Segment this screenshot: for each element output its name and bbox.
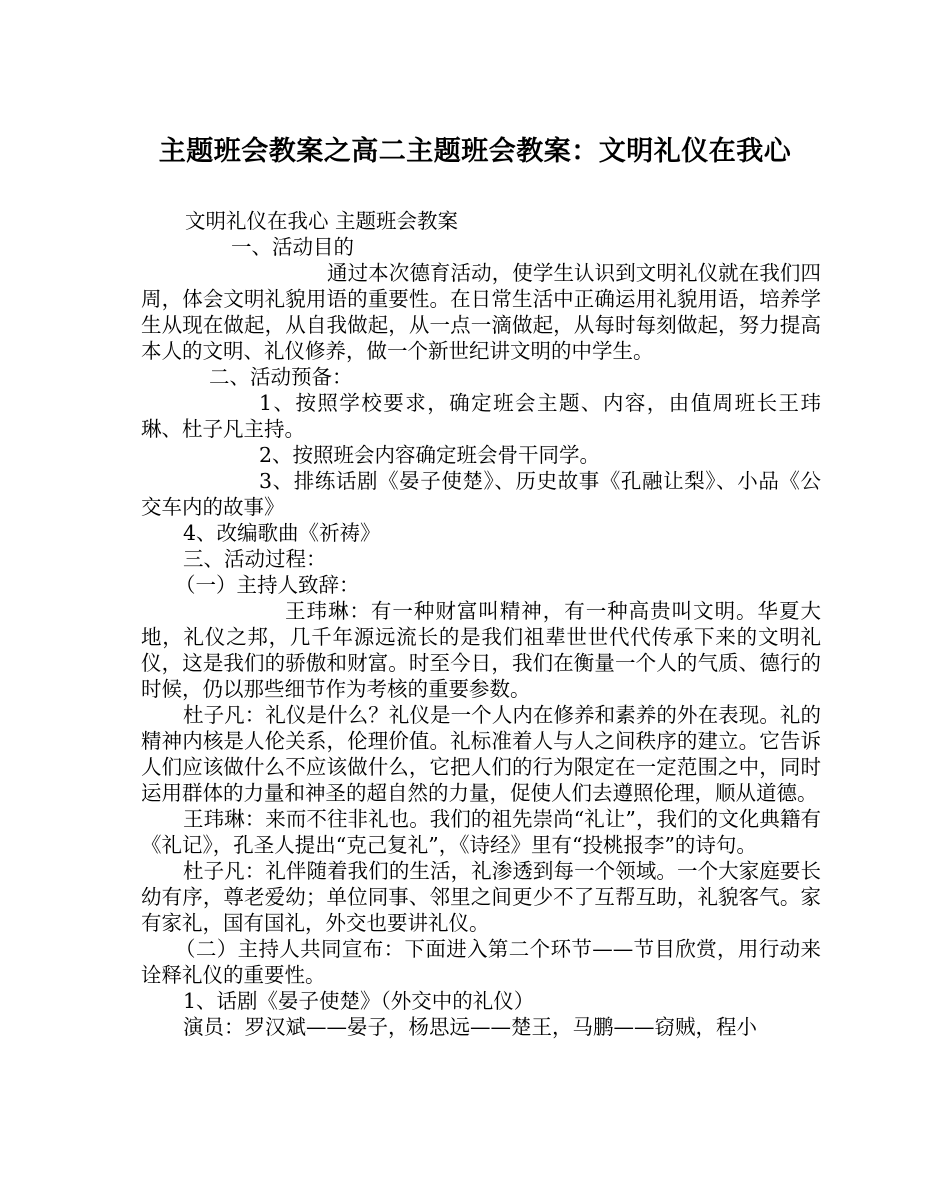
host-speech-paragraph: 杜子凡：礼仪是什么？礼仪是一个人内在修养和素养的外在表现。礼的精神内核是人伦关系，伦理价值。礼标准着人与人之间秩序的建立。它告诉人们应该做什么不应该做什么，它把人们的行为限定在一定范围之中，同时运用群体的力量和神圣的超自然的力量，促使人们去遵照伦理，顺从道德。 <box>141 703 821 805</box>
document-body <box>141 208 821 1040</box>
subsection-heading-announcement: （二）主持人共同宣布：下面进入第二个环节——节目欣赏，用行动来诠释礼仪的重要性。 <box>141 937 821 987</box>
host-speech-paragraph: 王玮琳：有一种财富叫精神，有一种高贵叫文明。华夏大地，礼仪之邦，几千年源远流长的是我们祖辈世世代代传承下来的文明礼仪，这是我们的骄傲和财富。时至今日，我们在衡量一个人的气质、德行的时候，仍以那些细节作为考核的重要参数。 <box>141 599 821 701</box>
lesson-subtitle: 文明礼仪在我心 主题班会教案 <box>185 209 459 233</box>
section-heading-process: 三、活动过程： <box>183 547 327 571</box>
host-speech-paragraph: 杜子凡：礼伴随着我们的生活，礼渗透到每一个领域。一个大家庭要长幼有序，尊老爱幼；单位同事、邻里之间更少不了互帮互助，礼貌客气。家有家礼，国有国礼，外交也要讲礼仪。 <box>141 859 821 935</box>
preparation-item: 3、排练话剧《晏子使楚》、历史故事《孔融让梨》、小品《公交车内的故事》 <box>141 469 821 519</box>
cast-list-paragraph: 演员：罗汉斌——晏子，杨思远——楚王，马鹏——窃贼，程小 <box>183 1015 757 1039</box>
host-speech-paragraph: 王玮琳：来而不往非礼也。我们的祖先崇尚“礼让”，我们的文化典籍有《礼记》，孔圣人提出“克己复礼”，《诗经》里有“投桃报李”的诗句。 <box>141 807 821 857</box>
program-item-heading: 1、话剧《晏子使楚》（外交中的礼仪） <box>183 989 535 1013</box>
section-heading-preparation: 二、活动预备： <box>209 365 353 389</box>
preparation-item: 4、改编歌曲《祈祷》 <box>183 521 381 545</box>
preparation-item: 2、按照班会内容确定班会骨干同学。 <box>259 443 601 467</box>
section-heading-objective: 一、活动目的 <box>231 235 354 259</box>
objective-paragraph: 通过本次德育活动，使学生认识到文明礼仪就在我们四周，体会文明礼貌用语的重要性。在日常生活中正确运用礼貌用语，培养学生从现在做起，从自我做起，从一点一滴做起，从每时每刻做起，努力提高本人的文明、礼仪修养，做一个新世纪讲文明的中学生。 <box>141 261 821 363</box>
document-title: 主题班会教案之高二主题班会教案：文明礼仪在我心 <box>158 136 792 167</box>
subsection-heading-opening: （一）主持人致辞： <box>175 573 360 597</box>
preparation-item: 1、按照学校要求，确定班会主题、内容，由值周班长王玮琳、杜子凡主持。 <box>141 391 821 441</box>
